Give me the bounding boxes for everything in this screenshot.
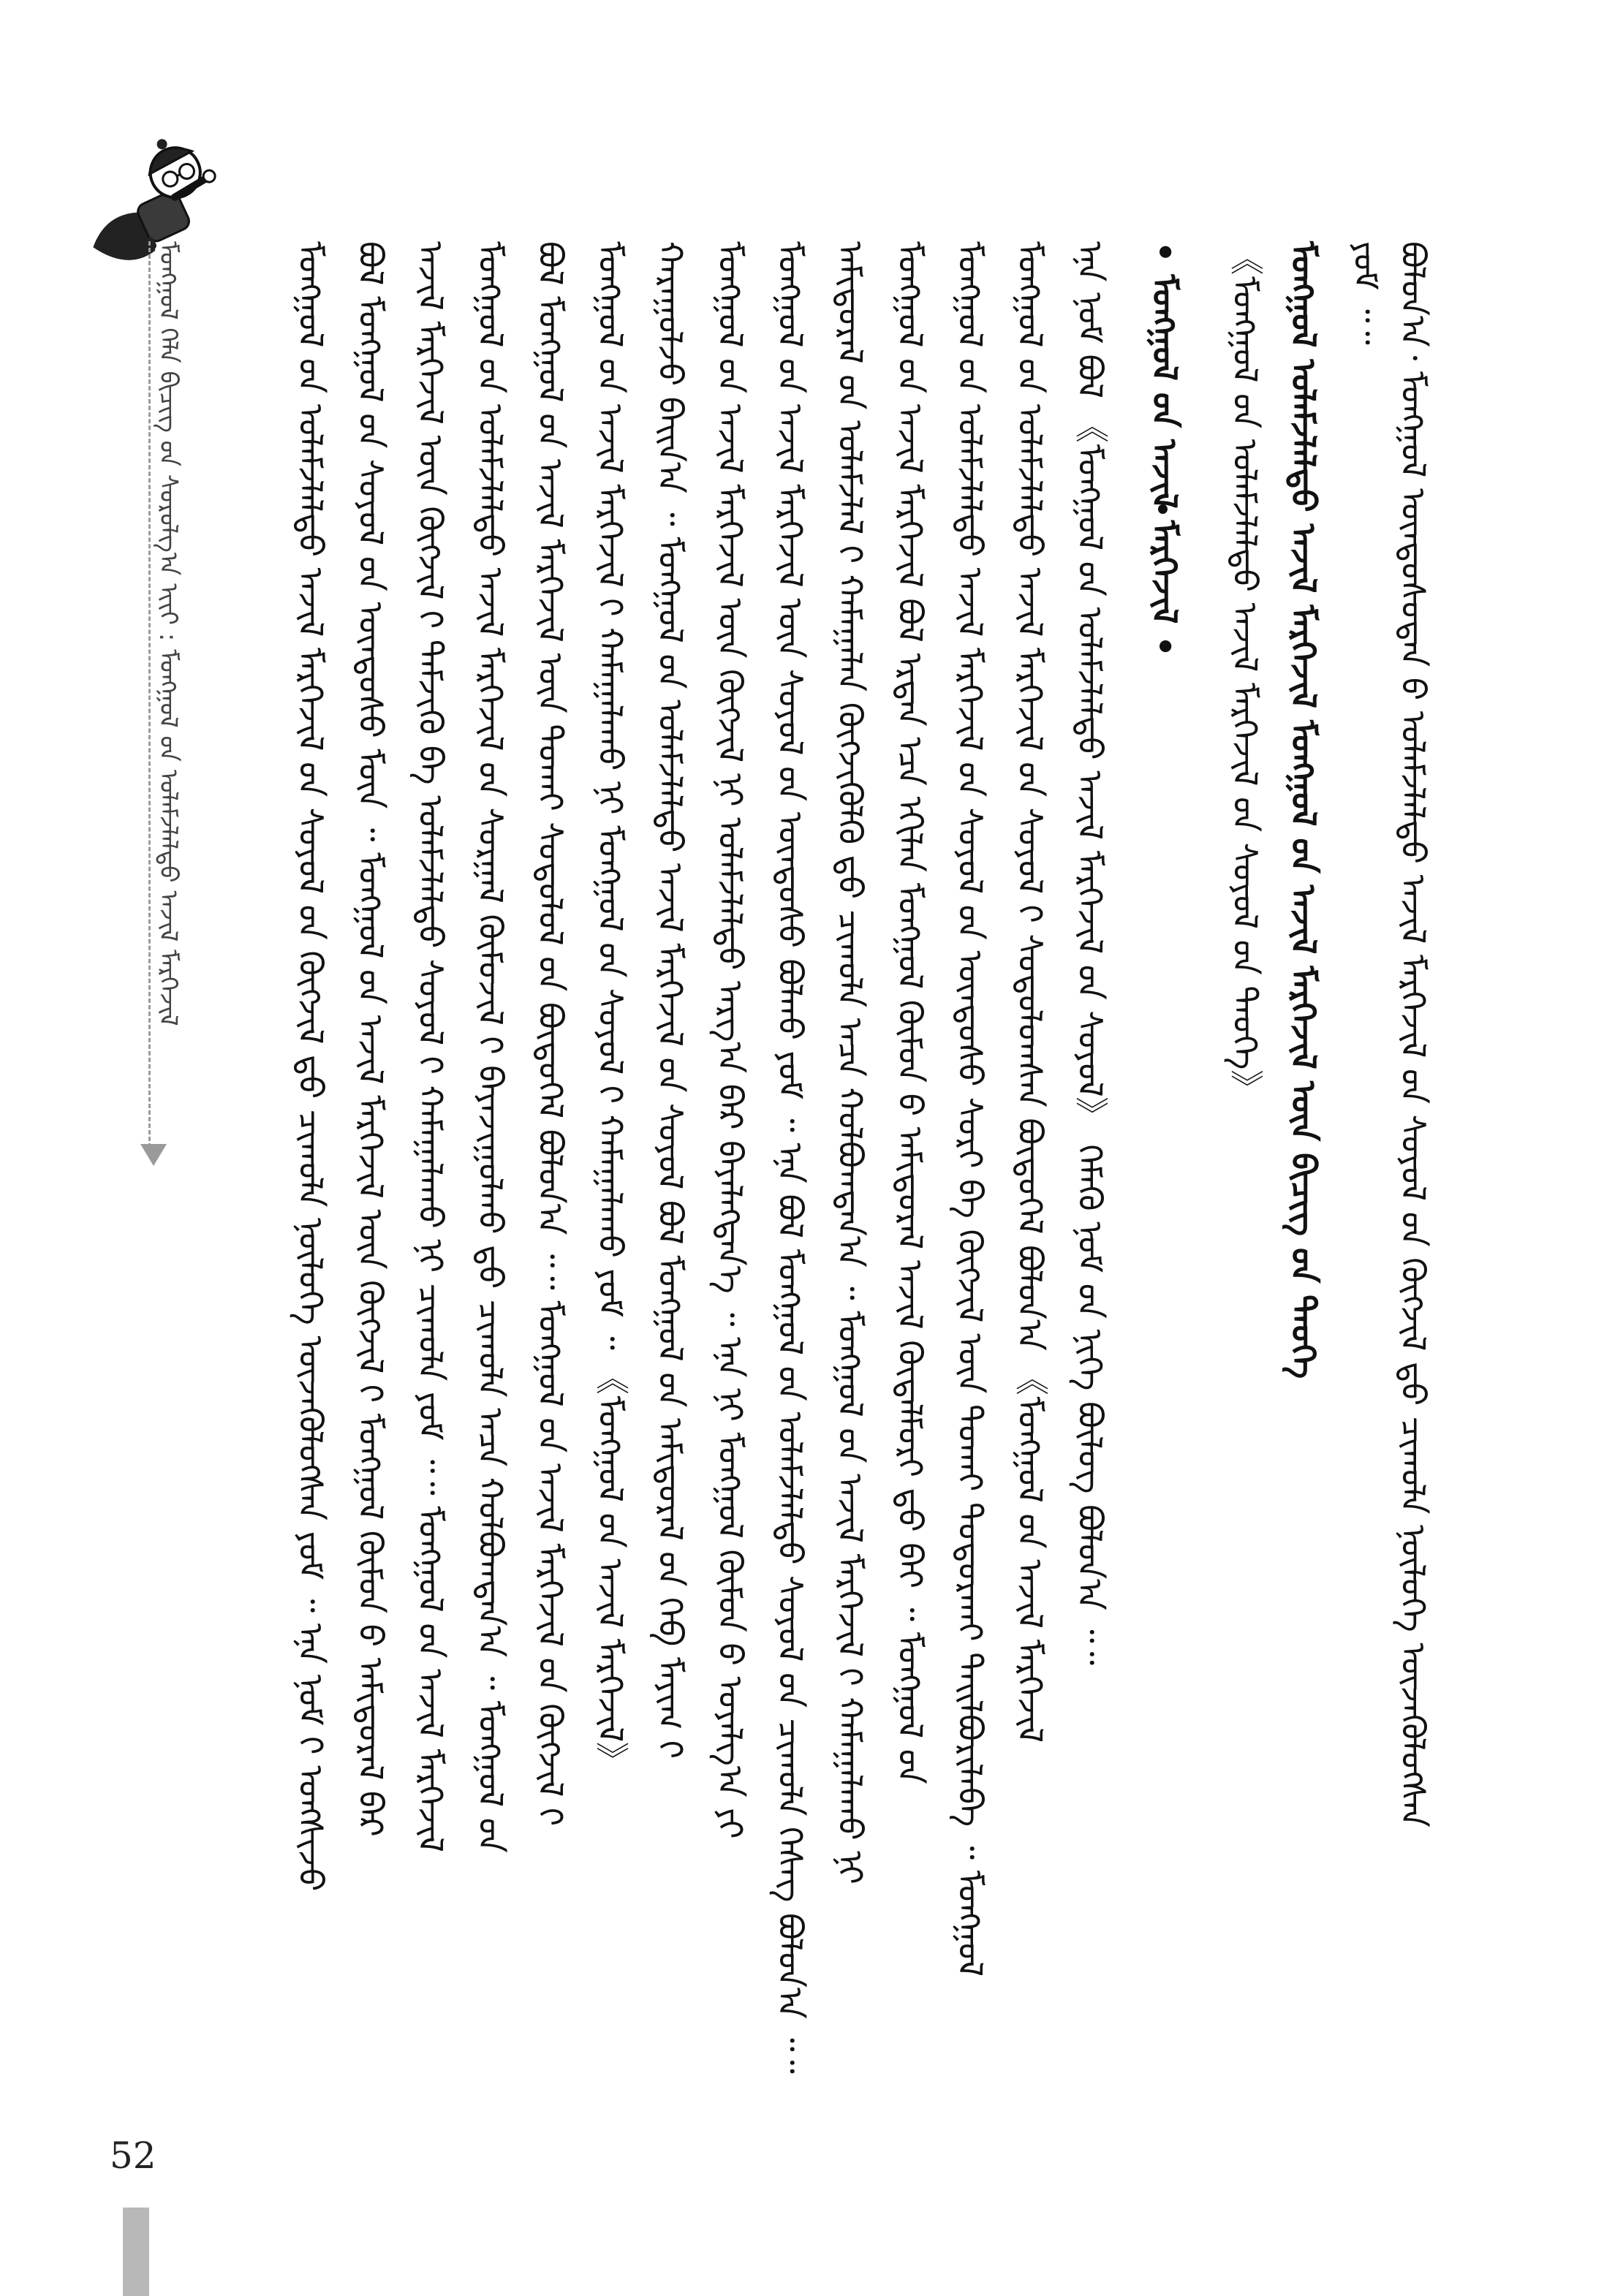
body-column-13: ᠬᠠᠷᠠᠭᠤᠯᠵᠤ ᠪᠠᠢᠨ᠎ᠠ ᠃ ᠮᠣᠩᠭᠣᠯ ᠤ᠋ᠨ ᠤᠯᠠᠮᠵᠯᠠᠯᠲᠤ ᠠᠵᠢᠯ ᠮᠡᠷᠭᠡᠵᠢᠯ ᠤ᠋ᠨ ᠰᠣᠶᠣᠯ ᠪᠣᠯ ᠮᠣᠩᠭᠣᠯ ᠤ᠋ᠨ ᠠᠮᠢᠳᠤᠷᠠᠯ ᠤ᠋ᠨ ᠬᠡᠪ ᠮᠠᠶᠢᠭ ᠢ᠋ (651, 241, 690, 1759)
body-column-11: ᠮᠣᠩᠭᠣᠯ ᠤ᠋ᠨ ᠠᠵᠢᠯ ᠮᠡᠷᠭᠡᠵᠢᠯ ᠦᠨ ᠰᠣᠶᠣᠯ ᠤ᠋ᠨ ᠦᠨᠳᠦᠰᠦ ᠪᠣᠯᠬᠤ ᠶᠤᠮ ᠃ ᠡᠨᠡ ᠪᠣᠯ ᠮᠣᠩᠭᠣᠯ ᠤ᠋ᠨ ᠤᠯᠠᠮᠵᠯᠠᠯᠲᠤ ᠰᠣᠶᠣᠯ ᠤ᠋ᠨ ᠴᠢᠬᠤᠯᠠ ᠬᠡᠰᠡᠭ ᠪᠣᠯᠤᠨ᠎ᠠ ᠃᠃ (771, 241, 810, 2074)
body-column-10: ᠠᠮᠢᠳᠤᠷᠠᠯ ᠤ᠋ᠨ ᠤᠯᠠᠮᠵᠯᠠᠯ ᠢ᠋ ᠬᠠᠮᠠᠭᠠᠯᠠᠨ ᠬᠥᠭᠵᠢᠭᠦᠯᠬᠦ ᠳ᠋ᠦ ᠴᠢᠬᠤᠯᠠ ᠠᠴᠠ ᠬᠣᠯᠪᠣᠭᠳᠠᠨ᠎ᠠ ᠃ ᠮᠣᠩᠭᠣᠯ ᠤ᠋ᠨ ᠠᠵᠢᠯ ᠮᠡᠷᠭᠡᠵᠢᠯ ᠢ᠋ ᠬᠠᠮᠠᠭᠠᠯᠠᠬᠤ ᠨᠢ (831, 241, 870, 1884)
body-column-7: ᠮᠣᠩᠭᠣᠯ ᠤ᠋ᠨ ᠤᠯᠠᠮᠵᠯᠠᠯᠲᠤ ᠠᠵᠢᠯ ᠮᠡᠷᠭᠡᠵᠢᠯ ᠤ᠋ᠨ ᠰᠣᠶᠣᠯ ᠢ᠋ ᠰᠤᠳᠤᠯᠤᠭᠰᠠᠨ ᠪᠦᠲᠦᠭᠡᠯ ᠪᠣᠯᠤᠨ᠎ᠠ 《ᠮᠣᠩᠭᠣᠯ ᠤ᠋ᠨ ᠠᠵᠢᠯ ᠮᠡᠷᠭᠡᠵᠢᠯ (1010, 241, 1050, 1743)
body-column-9: ᠮᠣᠩᠭᠣᠯ ᠤ᠋ᠨ ᠠᠵᠢᠯ ᠮᠡᠷᠭᠡᠵᠢᠯ ᠪᠣᠯ ᠡᠷᠲᠡᠨ ᠡᠴᠡ ᠡᠬᠢᠯᠡᠨ ᠮᠣᠩᠭᠣᠯ ᠬᠦᠮᠦᠨ ᠦ᠌ ᠠᠮᠢᠳᠤᠷᠠᠯ ᠠᠵᠢᠯ ᠬᠥᠳᠡᠯᠮᠦᠷᠢ ᠳ᠋ᠦ ᠪᠠᠢ ᠃ ᠮᠣᠩᠭᠣᠯ ᠤ᠋ᠨ (890, 241, 930, 1784)
triangle-down-icon (140, 1144, 167, 1166)
dashed-rule (148, 241, 151, 1148)
body-column-8: ᠮᠣᠩᠭᠣᠯ ᠤ᠋ᠨ ᠤᠯᠠᠮᠵᠯᠠᠯᠲᠤ ᠠᠵᠢᠯ ᠮᠡᠷᠭᠡᠵᠢᠯ ᠤ᠋ᠨ ᠰᠣᠶᠣᠯ ᠤ᠋ᠨ ᠦᠨᠳᠦᠰᠦ ᠰᠤᠷᠢ ᠪᠠ ᠬᠥᠭᠵᠢᠯ ᠦᠨ ᠲᠤᠬᠠᠢ ᠲᠣᠳᠣᠷᠬᠠᠢ ᠲᠠᠢᠯᠪᠤᠷᠢᠯᠠᠪᠠ ᠃ ᠮᠣᠩᠭᠣᠯ (950, 241, 990, 1977)
body-column-16: ᠮᠣᠩᠭᠣᠯ ᠤ᠋ᠨ ᠤᠯᠠᠮᠵᠯᠠᠯᠲᠤ ᠠᠵᠢᠯ ᠮᠡᠷᠭᠡᠵᠢᠯ ᠤ᠋ᠨ ᠰᠤᠷᠭᠠᠯ ᠬᠥᠮᠦᠵᠢᠯ ᠢ᠋ ᠪᠠᠶᠠᠵᠢᠭᠤᠯᠬᠤ ᠳ᠋ᠦ ᠴᠢᠬᠤᠯᠠ ᠠᠴᠠ ᠬᠣᠯᠪᠣᠭᠳᠠᠨ᠎ᠠ ᠃ ᠮᠣᠩᠭᠣᠯ ᠤ᠋ᠨ (471, 241, 510, 1853)
section-heading: • ᠮᠣᠩᠭᠣᠯ ᠤ᠋ᠨ ᠠᠵᠢᠯ ᠮᠡᠷᠭᠡᠵᠢᠯ • (1145, 241, 1184, 657)
body-column-6: ᠡᠨᠡ ᠨᠣᠮ ᠪᠣᠯ 《ᠮᠣᠩᠭᠣᠯ ᠤ᠋ᠨ ᠤᠯᠠᠮᠵᠯᠠᠯᠲᠤ ᠠᠵᠢᠯ ᠮᠡᠷᠭᠡᠵᠢᠯ ᠤ᠋ᠨ ᠰᠣᠶᠣᠯ》 ᠬᠡᠮᠡᠬᠦ ᠨᠣᠮ ᠤ᠋ᠨ ᠨᠢᠭᠡ ᠪᠦᠯᠦᠭ ᠪᠣᠯᠤᠨ᠎ᠠ ᠃᠃ (1070, 241, 1110, 1666)
intro-column-1: ᠪᠣᠯᠤᠨ᠎ᠠ᠂ ᠮᠣᠩᠭᠣᠯ ᠦᠨᠳᠦᠰᠦᠲᠡᠨ ᠤ᠋ ᠤᠯᠠᠮᠵᠯᠠᠯᠲᠤ ᠠᠵᠢᠯ ᠮᠡᠷᠭᠡᠵᠢᠯ ᠤ᠋ᠨ ᠰᠣᠶᠣᠯ ᠤ᠋ᠨ ᠬᠥᠭᠵᠢᠯ ᠳ᠋ᠦ ᠴᠢᠬᠤᠯᠠ ᠨᠥᠯᠦᠭᠡ ᠦᠵᠡᠭᠦᠯᠦᠭᠰᠡᠨ (1393, 241, 1433, 1827)
page-number: 52 (110, 2134, 156, 2177)
subheading: ᠮᠣᠩᠭᠣᠯ ᠤᠯᠠᠮᠵᠯᠠᠯᠲᠤ ᠠᠵᠢᠯ ᠮᠡᠷᠭᠡᠵᠢᠯ ᠮᠣᠩᠭᠣᠯ ᠤ᠋ᠨ ᠠᠵᠢᠯ ᠮᠡᠷᠭᠡᠵᠢᠯ ᠦᠨ ᠪᠢᠴᠢᠭ ᠤ᠋ᠨ ᠲᠡᠦᠬᠡ (1284, 241, 1323, 1379)
reference-title: 《ᠮᠣᠩᠭᠣᠯ ᠤ᠋ᠨ ᠤᠯᠠᠮᠵᠯᠠᠯᠲᠤ ᠠᠵᠢᠯ ᠮᠡᠷᠭᠡᠵᠢᠯ ᠤ᠋ᠨ ᠰᠣᠶᠣᠯ ᠤ᠋ᠨ ᠲᠡᠦᠬᠡ》 (1225, 241, 1265, 1105)
body-column-12: ᠮᠣᠩᠭᠣᠯ ᠤ᠋ᠨ ᠠᠵᠢᠯ ᠮᠡᠷᠭᠡᠵᠢᠯ ᠦᠨ ᠬᠥᠭᠵᠢᠯ ᠨᠢ ᠤᠯᠠᠮᠵᠯᠠᠯᠲᠤ ᠠᠷᠭ᠎ᠠ ᠪᠠᠷ ᠪᠡᠶᠡᠯᠡᠭᠳᠡᠨ᠎ᠡ ᠃ ᠡᠨᠡ ᠨᠢ ᠮᠣᠩᠭᠣᠯ ᠬᠦᠮᠦᠨ ᠦ᠌ ᠤᠶᠠᠯᠭ᠎ᠠ ᠶᠢ (711, 241, 750, 1839)
body-column-18: ᠪᠣᠯ ᠮᠣᠩᠭᠣᠯ ᠤ᠋ᠨ ᠰᠣᠶᠣᠯ ᠤ᠋ᠨ ᠦᠨᠳᠦᠰᠦ ᠮᠥᠨ ᠃ ᠮᠣᠩᠭᠣᠯ ᠤ᠋ᠨ ᠠᠵᠢᠯ ᠮᠡᠷᠭᠡᠵᠢᠯ ᠦᠨ ᠬᠥᠭᠵᠢᠯ ᠢ᠋ ᠮᠣᠩᠭᠣᠯ ᠬᠦᠮᠦᠨ ᠦ᠌ ᠠᠮᠢᠳᠤᠷᠠᠯ ᠪᠡᠷ (351, 241, 390, 1837)
body-column-15: ᠪᠣᠯ ᠮᠣᠩᠭᠣᠯ ᠤ᠋ᠨ ᠠᠵᠢᠯ ᠮᠡᠷᠭᠡᠵᠢᠯ ᠦᠨ ᠲᠤᠬᠠᠢ ᠰᠤᠳᠤᠯᠤᠯ ᠤ᠋ᠨ ᠪᠦᠲᠦᠭᠡᠯ ᠪᠣᠯᠤᠨ᠎ᠠ ᠃᠃ ᠮᠣᠩᠭᠣᠯ ᠤ᠋ᠨ ᠠᠵᠢᠯ ᠮᠡᠷᠭᠡᠵᠢᠯ ᠤ᠋ᠨ ᠬᠥᠭᠵᠢᠯ ᠢ᠋ (531, 241, 570, 1827)
page-edge-tab (123, 2208, 149, 2296)
intro-column-2: ᠶᠤᠮ ᠃᠃ (1346, 241, 1385, 345)
body-column-19: ᠮᠣᠩᠭᠣᠯ ᠤ᠋ᠨ ᠤᠯᠠᠮᠵᠯᠠᠯᠲᠤ ᠠᠵᠢᠯ ᠮᠡᠷᠭᠡᠵᠢᠯ ᠤ᠋ᠨ ᠰᠣᠶᠣᠯ ᠤ᠋ᠨ ᠬᠥᠭᠵᠢᠯ ᠳ᠋ᠦ ᠴᠢᠬᠤᠯᠠ ᠨᠥᠯᠦᠭᠡ ᠦᠵᠡᠭᠦᠯᠦᠭᠰᠡᠨ ᠶᠤᠮ ᠃ ᠡᠨᠡ ᠨᠣᠮ ᠢ᠋ ᠤᠩᠰᠢᠵᠤ (291, 241, 330, 1892)
body-column-14: ᠮᠣᠩᠭᠣᠯ ᠤ᠋ᠨ ᠠᠵᠢᠯ ᠮᠡᠷᠭᠡᠵᠢᠯ ᠢ᠋ ᠬᠠᠮᠠᠭᠠᠯᠠᠬᠤ ᠨᠢ ᠮᠣᠩᠭᠣᠯ ᠤ᠋ᠨ ᠰᠣᠶᠣᠯ ᠢ᠋ ᠬᠠᠮᠠᠭᠠᠯᠠᠬᠤ ᠶᠤᠮ ᠃ 《ᠮᠣᠩᠭᠣᠯ ᠤ᠋ᠨ ᠠᠵᠢᠯ ᠮᠡᠷᠭᠡᠵᠢᠯ》 (591, 241, 630, 1778)
running-head: ᠮᠣᠩᠭᠣᠯ ᠬᠡᠯᠡ ᠪᠢᠴᠢᠭ ᠤ᠋ᠨ ᠰᠤᠷᠤᠯᠭ᠎ᠠ ᠢᠢᠢ : ᠮᠣᠩᠭᠣᠯ ᠤ᠋ᠨ ᠤᠯᠠᠮᠵᠯᠠᠯᠲᠤ ᠠᠵᠢᠯ ᠮᠡᠷᠭᠡᠵᠢᠯ (154, 241, 183, 1026)
body-column-17: ᠠᠵᠢᠯ ᠮᠡᠷᠭᠡᠵᠢᠯ ᠦᠨ ᠬᠥᠭᠵᠢᠯ ᠢ᠋ ᠳᠡᠮᠵᠢᠬᠦ ᠪᠠ ᠤᠯᠠᠮᠵᠯᠠᠯᠲᠤ ᠰᠣᠶᠣᠯ ᠢ᠋ ᠬᠠᠮᠠᠭᠠᠯᠠᠬᠤ ᠨᠢ ᠴᠢᠬᠤᠯᠠ ᠶᠤᠮ ᠃᠃ ᠮᠣᠩᠭᠣᠯ ᠤ᠋ᠨ ᠠᠵᠢᠯ ᠮᠡᠷᠭᠡᠵᠢᠯ (411, 241, 450, 1853)
